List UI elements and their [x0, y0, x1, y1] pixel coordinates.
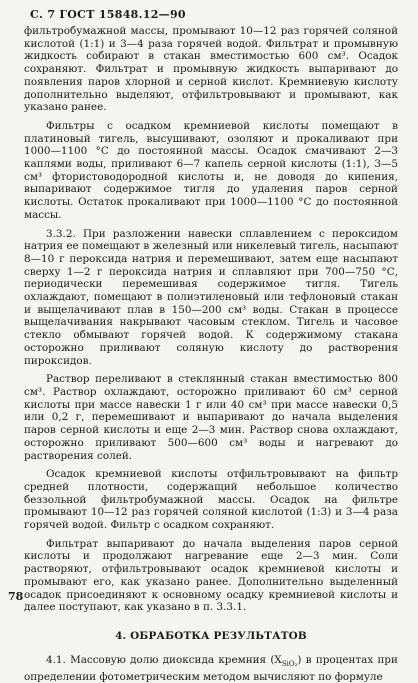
paragraph-continuation: фильтробумажной массы, промывают 10—12 раз горячей соляной кислотой (1:1) и 3—4 раза горячей водой. Фильтрат и промывную жидкость собирают в стакан вместимостью 600 см³. Осадок сохраняют. Фильтрат и промывную жидкость выпаривают до появления паров хлорной и серной кислот. Кремниевую кислоту дополнительно выделяют, отфильтровывают и промывают, как указано ранее.	[24, 25, 398, 114]
paragraph-precipitate: Осадок кремниевой кислоты отфильтровывают на фильтр средней плотности, содержащий небольшое количество беззольной фильтробумажной массы. Осадок на фильтре промывают 10—12 раз горячей соляной кислотой (1:3) и 3—4 раза горячей водой. Фильтр с осадком сохраняют.	[24, 468, 398, 532]
formula-intro: 4.1. Массовую долю диоксида кремния (X	[46, 653, 282, 666]
section-title: 4. ОБРАБОТКА РЕЗУЛЬТАТОВ	[115, 629, 307, 642]
paragraph-filters: Фильтры с осадком кремниевой кислоты помещают в платиновый тигель, высушивают, озоляют и прокаливают при 1000—1100 °С до постоянной массы. Осадок смачивают 2—3 каплями воды, приливают 6—7 капель серной кислоты (1:1), 3—5 см³ фтористоводородной кислоты и, не доводя до кипения, выпаривают содержимое тигля до удаления паров серной кислоты. Остаток прокаливают при 1000—1100 °С до постоянной массы.	[24, 119, 398, 221]
page-header: С. 7 ГОСТ 15848.12—90	[30, 8, 186, 21]
formula-subscript: SiO₂	[281, 660, 298, 669]
paragraph-4-1	[24, 654, 398, 683]
page-number: 78	[8, 590, 24, 603]
paragraph-solution: Раствор переливают в стеклянный стакан вместимостью 800 см³. Раствор охлаждают, осторожно приливают 60 см³ серной кислоты при массе навески 1 г или 40 см³ при массе навески 0,5 или 0,2 г, перемешивают и выпаривают до начала выделения паров серной кислоты и еще 2—3 мин. Раствор снова охлаждают, осторожно приливают 500—600 см³ воды и нагревают до растворения солей.	[24, 373, 398, 462]
paragraph-3-3-2: 3.3.2. При разложении навески сплавлением с пероксидом натрия ее помещают в железный или никелевый тигель, насыпают 8—10 г пероксида натрия и перемешивают, затем еще насыпают сверху 1—2 г пероксида натрия и сплавляют при 700—750 °С, периодически перемешивая содержимое тигля. Тигель охлаждают, помещают в полиэтиленовый или тефлоновый стакан и выщелачивают плав в 150—200 см³ воды. Стакан в процессе выщелачивания накрывают часовым стеклом. Тигель и часовое стекло обмывают горячей водой. К содержимому стакана осторожно приливают соляную кислоту до растворения пироксидов.	[24, 227, 398, 367]
paragraph-filtrate: Фильтрат выпаривают до начала выделения паров серной кислоты и продолжают нагревание еще 2—3 мин. Соли растворяют, отфильтровывают осадок кремниевой кислоты и промывают его, как указано ранее. Дополнительно выделенный осадок присоединяют к основному осадку кремниевой кислоты и далее поступают, как указано в п. 3.3.1.	[24, 537, 398, 614]
formula-outro: ) в процентах при определении фотометрическим методом вычисляют по формуле	[24, 653, 398, 683]
